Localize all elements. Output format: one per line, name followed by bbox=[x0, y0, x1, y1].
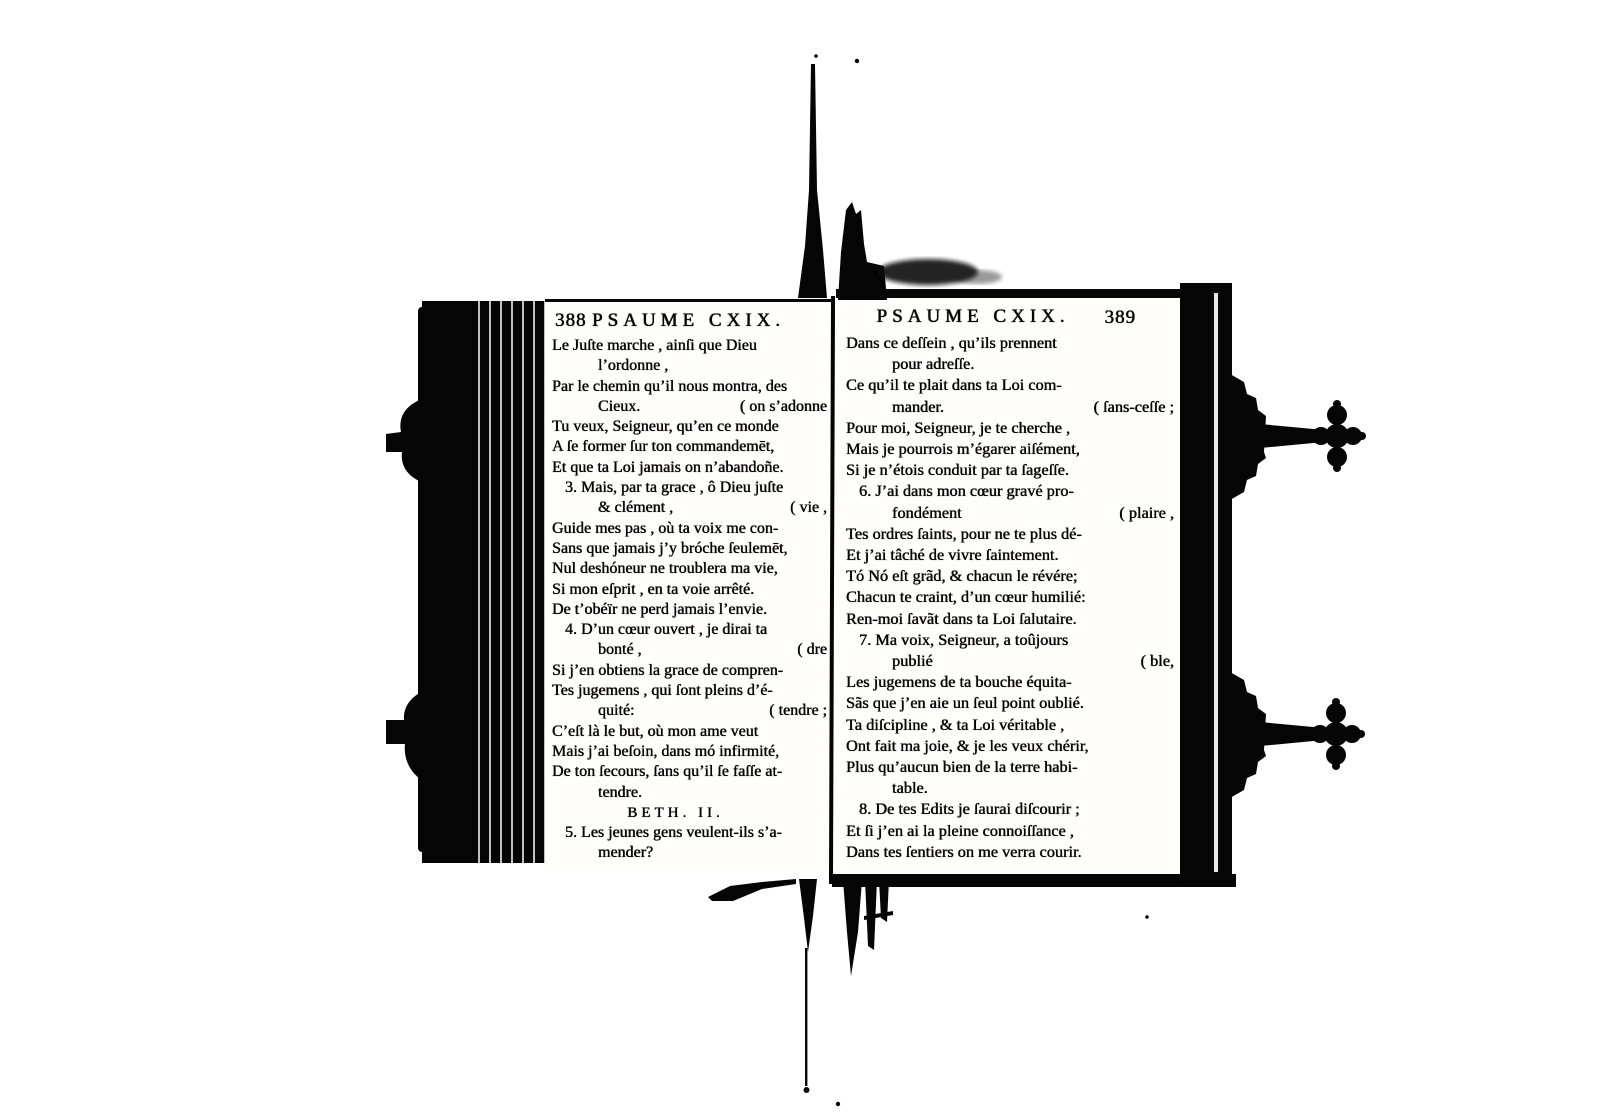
book-gutter bbox=[829, 296, 835, 884]
psalm-line bbox=[846, 374, 1176, 395]
line-text: Guide mes pas , où ta voix me con- bbox=[552, 519, 779, 537]
psalm-line bbox=[846, 692, 1176, 713]
section-heading bbox=[552, 803, 829, 823]
catchword: ( vie , bbox=[790, 499, 827, 517]
psalm-line bbox=[846, 798, 1176, 819]
ink-drip-tail bbox=[805, 948, 807, 1086]
line-text: Pour moi, Seigneur, je te cherche , bbox=[846, 417, 1071, 437]
psalm-line bbox=[846, 756, 1176, 777]
dust-speck bbox=[836, 1102, 840, 1106]
line-text: pour adreſſe. bbox=[892, 354, 975, 374]
psalm-line bbox=[552, 539, 829, 559]
line-text: quité: bbox=[598, 702, 635, 720]
psalm-line bbox=[846, 608, 1176, 629]
line-text: Dans ce deſſein , qu’ils prennent bbox=[846, 333, 1057, 352]
ink-spike-top bbox=[798, 64, 827, 298]
psalm-line bbox=[552, 661, 829, 681]
bottom-edge-shadow bbox=[832, 874, 1236, 887]
ink-wedge-bottom bbox=[708, 879, 796, 901]
line-text: De t’obéïr ne perd jamais l’envie. bbox=[552, 600, 768, 618]
book-left-fore-edge bbox=[422, 301, 545, 863]
line-text: Tu veux, Seigneur, qu’en ce monde bbox=[552, 418, 779, 436]
line-text: Sans que jamais j’y bróche ſeulemēt, bbox=[552, 539, 788, 557]
right-page-text bbox=[836, 332, 1180, 862]
psalm-line bbox=[846, 523, 1176, 544]
right-page bbox=[836, 289, 1180, 889]
ink-drip bbox=[865, 880, 877, 950]
psalm-line bbox=[846, 671, 1176, 692]
line-text: Tó Nó eſt grãd, & chacun le révére; bbox=[846, 566, 1078, 586]
psalm-line bbox=[552, 762, 829, 782]
line-text: Si je n’étois conduit par ta ſageſſe. bbox=[846, 460, 1069, 480]
psalm-line bbox=[552, 458, 829, 478]
psalm-line bbox=[552, 701, 829, 721]
psalm-line bbox=[846, 650, 1176, 671]
left-page-text bbox=[545, 336, 832, 864]
psalm-line bbox=[846, 820, 1176, 841]
line-text: Nul deshóneur ne troublera ma vie, bbox=[552, 560, 778, 578]
ink-smudge bbox=[878, 259, 978, 285]
line-text: Mais j’ai beſoin, dans mó infirmité, bbox=[552, 742, 780, 760]
line-text: Et j’ai tâché de vivre ſaintement. bbox=[846, 545, 1059, 565]
line-text: Ont fait ma joie, & je les veux chérir, bbox=[846, 735, 1089, 755]
psalm-line bbox=[846, 629, 1176, 650]
psalm-line bbox=[846, 714, 1176, 735]
line-text: mander. bbox=[892, 396, 944, 416]
psalm-line bbox=[846, 502, 1176, 523]
page-number: 389 bbox=[1104, 307, 1136, 328]
line-text: Ce qu’il te plait dans ta Loi com- bbox=[846, 375, 1062, 395]
ink-drip bbox=[843, 880, 862, 976]
psalm-line bbox=[552, 417, 829, 437]
line-text: Plus qu’aucun bien de la terre habi- bbox=[846, 757, 1078, 777]
ink-blot-top bbox=[838, 202, 887, 300]
psalm-line bbox=[552, 478, 829, 498]
psalm-line bbox=[552, 742, 829, 762]
catchword: ( ble, bbox=[1140, 651, 1174, 671]
psalm-line bbox=[552, 600, 829, 620]
page-edge-striations bbox=[473, 301, 545, 863]
line-text: Mais je pourrois m’égarer aiſément, bbox=[846, 439, 1080, 459]
psalm-line bbox=[552, 783, 829, 803]
line-text: Par le chemin qu’il nous montra, des bbox=[552, 377, 788, 395]
psalm-line bbox=[846, 544, 1176, 565]
right-page-header bbox=[836, 306, 1180, 328]
left-page-header bbox=[545, 310, 832, 332]
psalm-line bbox=[846, 735, 1176, 756]
line-text: Dans tes ſentiers on me verra courir. bbox=[846, 841, 1082, 861]
psalm-line bbox=[552, 640, 829, 660]
psalm-line bbox=[552, 620, 829, 640]
psalm-line bbox=[552, 681, 829, 701]
psalm-line bbox=[846, 438, 1176, 459]
line-text: & clément , bbox=[598, 499, 674, 517]
catchword: ( dre bbox=[797, 641, 827, 659]
psalm-line bbox=[552, 843, 829, 863]
catchword: ( on s’adonne bbox=[739, 397, 827, 415]
psalm-line bbox=[552, 498, 829, 518]
line-text: tendre. bbox=[598, 783, 642, 801]
ink-drip-tick bbox=[864, 911, 893, 920]
line-text: Et ſi j’en ai la pleine connoiſſance , bbox=[846, 820, 1074, 840]
psalm-line bbox=[552, 377, 829, 397]
psalm-line bbox=[846, 565, 1176, 586]
line-text: Le Juſte marche , ainſi que Dieu bbox=[552, 337, 757, 354]
line-text: Ren-moi ſavãt dans ta Loi ſalutaire. bbox=[846, 608, 1077, 628]
line-text: mender? bbox=[598, 844, 654, 862]
line-text: fondément bbox=[892, 502, 962, 522]
running-title: PSAUME CXIX. bbox=[876, 306, 1070, 327]
psalm-line bbox=[846, 480, 1176, 501]
psalm-line bbox=[552, 823, 829, 843]
catchword: ( tendre ; bbox=[769, 702, 827, 720]
line-text: publié bbox=[892, 651, 933, 671]
line-text: bonté , bbox=[598, 641, 642, 659]
line-text: 3. Mais, par ta grace , ô Dieu juſte bbox=[565, 479, 784, 497]
line-text: Chacun te craint, d’un cœur humilié: bbox=[846, 587, 1086, 607]
psalm-line bbox=[846, 586, 1176, 607]
line-text: l’ordonne , bbox=[598, 357, 669, 375]
line-text: table. bbox=[892, 778, 928, 798]
psalm-line bbox=[552, 356, 829, 376]
psalm-line bbox=[846, 417, 1176, 438]
line-text: 4. D’un cœur ouvert , je dirai ta bbox=[565, 621, 768, 639]
line-text: Les jugemens de ta bouche équita- bbox=[846, 672, 1072, 692]
line-text: De ton ſecours, ſans qu’il ſe faſſe at- bbox=[552, 763, 783, 781]
line-text: BETH. II. bbox=[627, 804, 724, 821]
line-text: 8. De tes Edits je ſaurai diſcourir ; bbox=[859, 799, 1080, 819]
psalm-line bbox=[846, 777, 1176, 798]
line-text: Si j’en obtiens la grace de compren- bbox=[552, 661, 784, 679]
line-text: Tes jugemens , qui ſont pleins d’é- bbox=[552, 682, 773, 700]
psalm-line bbox=[552, 559, 829, 579]
line-text: 6. J’ai dans mon cœur gravé pro- bbox=[859, 481, 1074, 501]
line-text: Cieux. bbox=[598, 397, 641, 415]
psalm-line bbox=[846, 353, 1176, 374]
psalm-line bbox=[552, 397, 829, 417]
left-cover-lip bbox=[418, 307, 428, 852]
dust-speck bbox=[814, 54, 818, 58]
psalm-line bbox=[846, 459, 1176, 480]
ink-drip bbox=[799, 879, 817, 952]
psalm-line bbox=[846, 332, 1176, 353]
line-text: Ta diſcipline , & ta Loi véritable , bbox=[846, 714, 1065, 734]
cover-edge-highlight bbox=[1214, 293, 1218, 872]
clasp-top bbox=[1230, 374, 1366, 500]
book-right-cover-edge bbox=[1180, 283, 1232, 886]
catchword: ( ſans-ceſſe ; bbox=[1093, 396, 1174, 416]
line-text: Sãs que j’en aie un ſeul point oublié. bbox=[846, 693, 1084, 713]
running-title: PSAUME CXIX. bbox=[591, 310, 786, 331]
ink-smudge-faint bbox=[954, 270, 1002, 284]
psalm-line bbox=[552, 437, 829, 457]
clasp-bottom bbox=[1230, 672, 1365, 798]
psalm-line bbox=[846, 396, 1176, 417]
line-text: 7. Ma voix, Seigneur, a toûjours bbox=[859, 629, 1069, 649]
ink-drip-dot bbox=[804, 1087, 810, 1093]
page-number: 388 bbox=[555, 310, 587, 331]
dust-speck bbox=[855, 59, 859, 63]
line-text: Tes ordres ſaints, pour ne te plus dé- bbox=[846, 523, 1082, 543]
line-text: Et que ta Loi jamais on n’abandoñe. bbox=[552, 458, 784, 476]
psalm-line bbox=[552, 580, 829, 600]
psalm-line bbox=[552, 519, 829, 539]
line-text: 5. Les jeunes gens veulent-ils s’a- bbox=[565, 824, 782, 842]
psalm-line bbox=[552, 722, 829, 742]
catchword: ( plaire , bbox=[1119, 502, 1174, 522]
line-text: A ſe former ſur ton commandemēt, bbox=[552, 438, 775, 456]
dust-speck bbox=[1145, 915, 1149, 919]
psalm-line bbox=[846, 841, 1176, 862]
line-text: Si mon eſprit , en ta voie arrêté. bbox=[552, 580, 755, 598]
left-page bbox=[545, 299, 832, 870]
line-text: C’eſt là le but, où mon ame veut bbox=[552, 722, 759, 740]
psalm-line bbox=[552, 336, 829, 356]
